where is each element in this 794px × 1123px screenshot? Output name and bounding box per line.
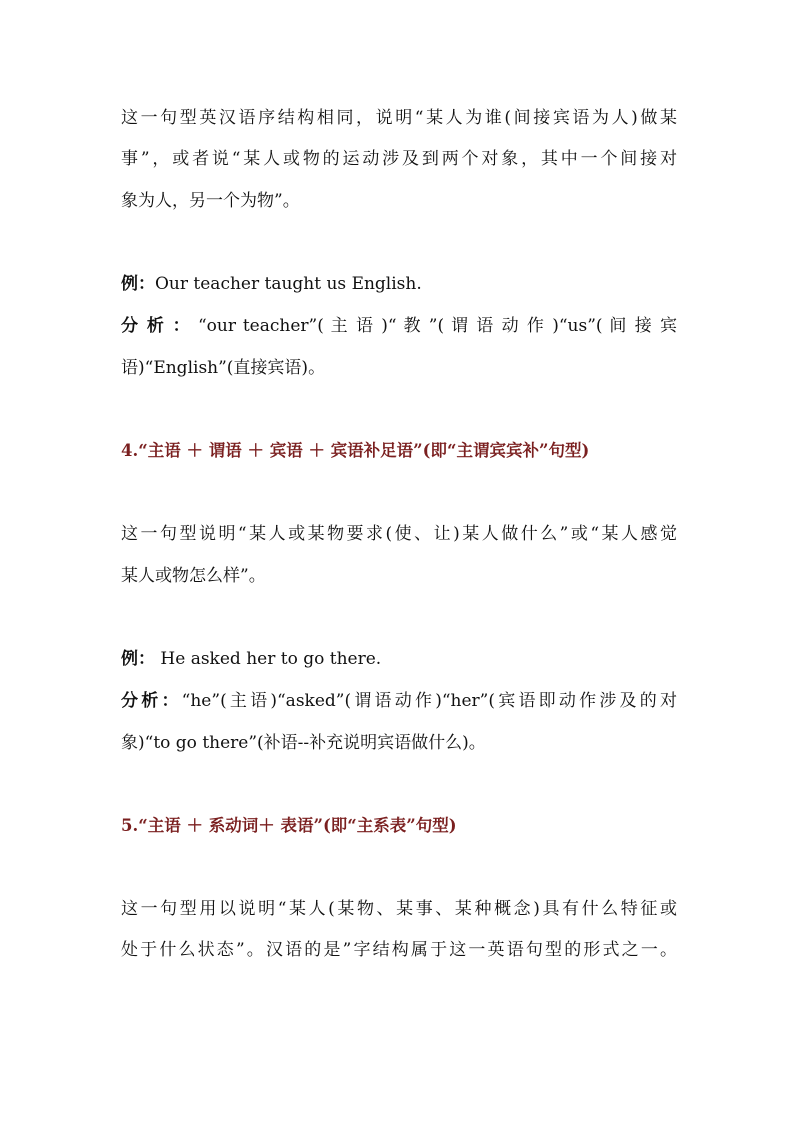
s3-desc-line-3: 象为人，另一个为物”。 [121, 191, 300, 211]
s4-analysis-line-2: 象)“to go there”(补语--补充说明宾语做什么)。 [121, 733, 486, 753]
s3-analysis-line-2: 语)“English”(直接宾语)。 [121, 358, 326, 378]
s4-example-text: He asked her to go there. [155, 649, 382, 669]
s3-analysis-text-1: “our teacher”( 主 语 )“ 教 ”( 谓 语 动 作 )“us”( 间 接 宾 [191, 316, 678, 336]
s4-example-label: 例： [121, 649, 155, 669]
s3-example-text: Our teacher taught us English. [155, 274, 422, 294]
s3-example-label: 例： [121, 274, 155, 294]
s5-heading: 5.“主语 ＋ 系动词＋ 表语”(即“主系表”句型) [121, 816, 457, 835]
s3-analysis-line-1 [121, 314, 677, 338]
s3-analysis-label: 分 析 ： [121, 316, 192, 336]
s4-desc-line-1: 这一句型说明“某人或某物要求(使、让)某人做什么”或“某人感觉 [121, 524, 677, 544]
s3-desc-line-2: 事”，或者说“某人或物的运动涉及到两个对象，其中一个间接对 [121, 149, 677, 169]
s5-desc-line-2: 处于什么状态”。汉语的是”字结构属于这一英语句型的形式之一。 [121, 940, 677, 960]
s3-desc-line-1: 这一句型英汉语序结构相同，说明“某人为谁(间接宾语为人)做某 [121, 108, 677, 128]
s3-example [121, 272, 677, 296]
s4-desc-line-2: 某人或物怎么样”。 [121, 566, 266, 586]
s4-analysis-text-1: “he”(主语)“asked”(谓语动作)“her”(宾语即动作涉及的对 [181, 691, 677, 711]
s4-heading: 4.“主语 ＋ 谓语 ＋ 宾语 ＋ 宾语补足语”(即“主谓宾宾补”句型) [121, 441, 590, 460]
s5-desc-line-1: 这一句型用以说明“某人(某物、某事、某种概念)具有什么特征或 [121, 899, 677, 919]
s4-analysis-label: 分析： [121, 691, 182, 711]
s4-analysis-line-1 [121, 689, 677, 713]
s4-example [121, 647, 677, 671]
